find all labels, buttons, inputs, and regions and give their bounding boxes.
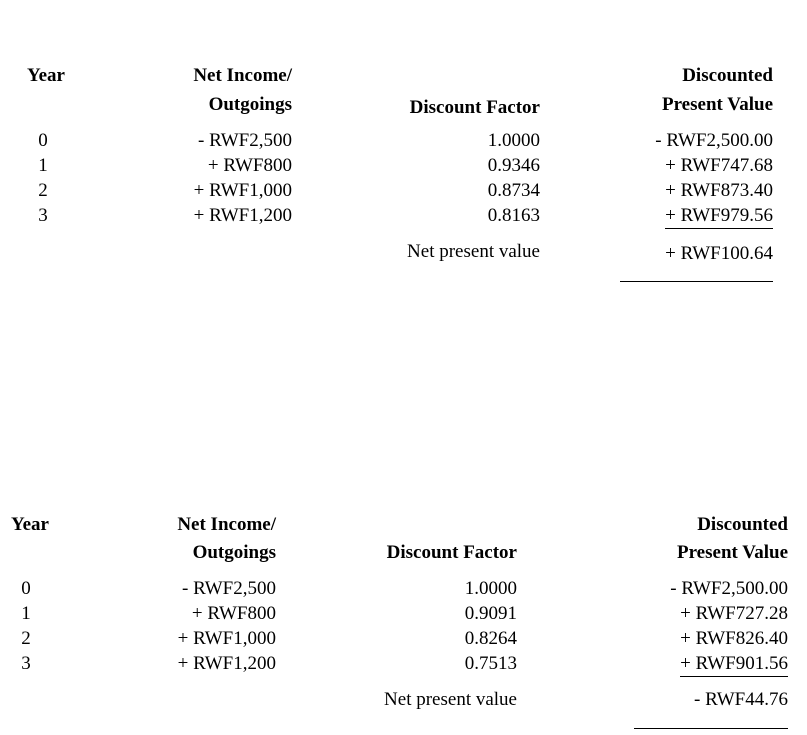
npv-label: Net present value bbox=[407, 241, 540, 262]
header-income-line2: Outgoings bbox=[192, 542, 276, 563]
row-year: 2 bbox=[38, 180, 48, 201]
row-year: 3 bbox=[21, 653, 31, 674]
npv-value: + RWF100.64 bbox=[665, 243, 773, 264]
row-factor: 0.9091 bbox=[464, 603, 517, 624]
npv-label: Net present value bbox=[384, 689, 517, 710]
row-income: + RWF1,000 bbox=[177, 628, 276, 649]
header-dpv-line2: Present Value bbox=[676, 542, 788, 563]
npv-value-wrapper bbox=[590, 688, 788, 712]
header-dpv-line1: Discounted bbox=[697, 514, 788, 535]
row-year: 0 bbox=[21, 578, 31, 599]
row-income: - RWF2,500 bbox=[182, 578, 276, 599]
row-income: + RWF1,000 bbox=[193, 180, 292, 201]
npv-value: - RWF44.76 bbox=[694, 689, 788, 710]
row-dpv: + RWF901.56 bbox=[680, 652, 788, 677]
row-year: 1 bbox=[38, 155, 48, 176]
row-year: 2 bbox=[21, 628, 31, 649]
row-income: + RWF800 bbox=[207, 155, 292, 176]
header-discount-factor: Discount Factor bbox=[409, 97, 540, 118]
row-factor: 0.8163 bbox=[487, 205, 540, 226]
row-income: + RWF1,200 bbox=[193, 205, 292, 226]
row-year: 0 bbox=[38, 130, 48, 151]
row-factor: 0.7513 bbox=[464, 653, 517, 674]
row-dpv: + RWF826.40 bbox=[680, 628, 788, 649]
row-income: + RWF800 bbox=[191, 603, 276, 624]
header-discount-factor: Discount Factor bbox=[386, 542, 517, 563]
row-factor: 0.9346 bbox=[487, 155, 540, 176]
row-dpv: + RWF873.40 bbox=[665, 180, 773, 201]
row-factor: 1.0000 bbox=[464, 578, 517, 599]
row-year: 3 bbox=[38, 205, 48, 226]
header-year: Year bbox=[11, 514, 49, 535]
row-dpv: - RWF2,500.00 bbox=[670, 578, 788, 599]
row-dpv: - RWF2,500.00 bbox=[655, 130, 773, 151]
header-year: Year bbox=[27, 65, 65, 86]
header-dpv-line1: Discounted bbox=[682, 65, 773, 86]
row-dpv: + RWF727.28 bbox=[680, 603, 788, 624]
row-dpv: + RWF747.68 bbox=[665, 155, 773, 176]
row-income: + RWF1,200 bbox=[177, 653, 276, 674]
row-dpv-subtotal bbox=[590, 652, 788, 677]
row-factor: 0.8734 bbox=[487, 180, 540, 201]
row-income: - RWF2,500 bbox=[198, 130, 292, 151]
row-year: 1 bbox=[21, 603, 31, 624]
row-dpv: + RWF979.56 bbox=[665, 204, 773, 229]
header-income-line1: Net Income/ bbox=[193, 65, 292, 86]
header-income-line1: Net Income/ bbox=[177, 514, 276, 535]
header-income-line2: Outgoings bbox=[208, 94, 292, 115]
npv-underline bbox=[634, 728, 788, 729]
row-factor: 0.8264 bbox=[464, 628, 517, 649]
header-dpv-line2: Present Value bbox=[661, 94, 773, 115]
row-factor: 1.0000 bbox=[487, 130, 540, 151]
